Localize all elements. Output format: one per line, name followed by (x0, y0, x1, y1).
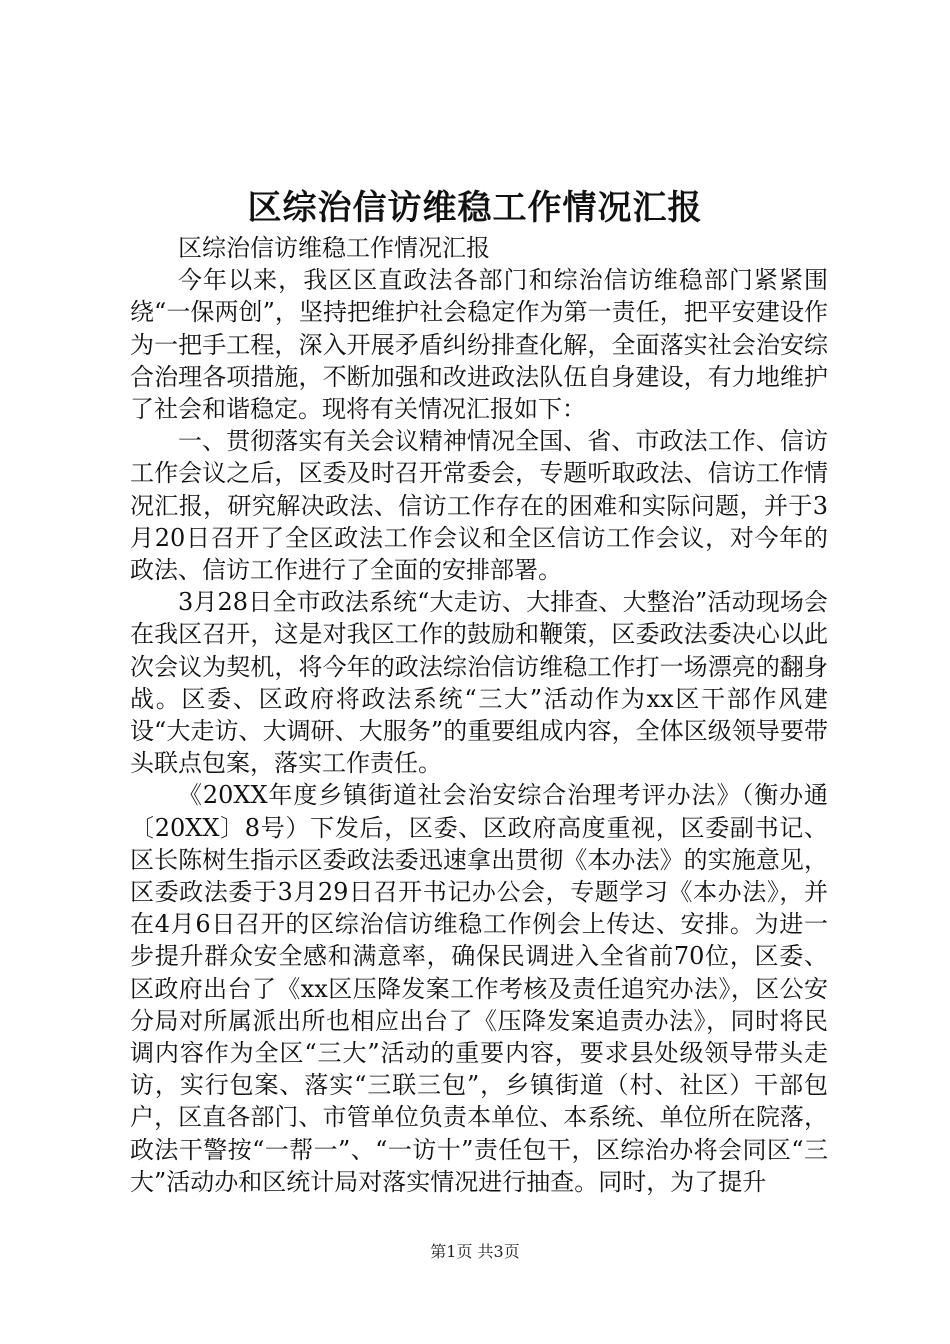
body-paragraph-intro: 今年以来，我区区直政法各部门和综治信访维稳部门紧紧围绕“一保两创”，坚持把维护社会稳定作为第一责任，把平安建设作为一把手工程，深入开展矛盾纠纷排查化解，全面落实社会治安综合治理各项措施，不断加强和改进政法队伍自身建设，有力地维护了社会和谐稳定。现将有关情况汇报如下： (130, 266, 828, 424)
body-paragraph-section-one: 一、贯彻落实有关会议精神情况全国、省、市政法工作、信访工作会议之后，区委及时召开常委会，专题听取政法、信访工作情况汇报，研究解决政法、信访工作存在的困难和实际问题，并于3月20日召开了全区政法工作会议和全区信访工作会议，对今年的政法、信访工作进行了全面的安排部署。 (130, 427, 828, 585)
document-body (130, 232, 828, 1198)
page-footer: 第1页 共3页 (430, 1242, 520, 1261)
body-paragraph-assessment-measures: 《20XX年度乡镇街道社会治安综合治理考评办法》（衡办通〔20XX〕8号）下发后，区委、区政府高度重视，区委副书记、区长陈树生指示区委政法委迅速拿出贯彻《本办法》的实施意见，区委政法委于3月29日召开书记办公会，专题学习《本办法》，并在4月6日召开的区综治信访维稳工作例会上传达、安排。为进一步提升群众安全感和满意率，确保民调进入全省前70位，区委、区政府出台了《xx区压降发案工作考核及责任追究办法》，区公安分局对所属派出所也相应出台了《压降发案追责办法》，同时将民调内容作为全区“三大”活动的重要内容，要求县处级领导带头走访，实行包案、落实“三联三包”，乡镇街道（村、社区）干部包户，区直各部门、市管单位负责本单位、本系统、单位所在院落，政法干警按“一帮一”、“一访十”责任包干，区综治办将会同区“三大”活动办和区统计局对落实情况进行抽查。同时，为了提升 (130, 781, 828, 1196)
body-paragraph-march-28: 3月28日全市政法系统“大走访、大排查、大整治”活动现场会在我区召开，这是对我区工作的鼓励和鞭策，区委政法委决心以此次会议为契机，将今年的政法综治信访维稳工作打一场漂亮的翻身战。区委、区政府将政法系统“三大”活动作为xx区干部作风建设“大走访、大调研、大服务”的重要组成内容，全体区级领导要带头联点包案，落实工作责任。 (130, 588, 828, 778)
body-paragraph-subtitle: 区综治信访维稳工作情况汇报 (178, 234, 490, 262)
document-title: 区综治信访维稳工作情况汇报 (247, 188, 703, 228)
